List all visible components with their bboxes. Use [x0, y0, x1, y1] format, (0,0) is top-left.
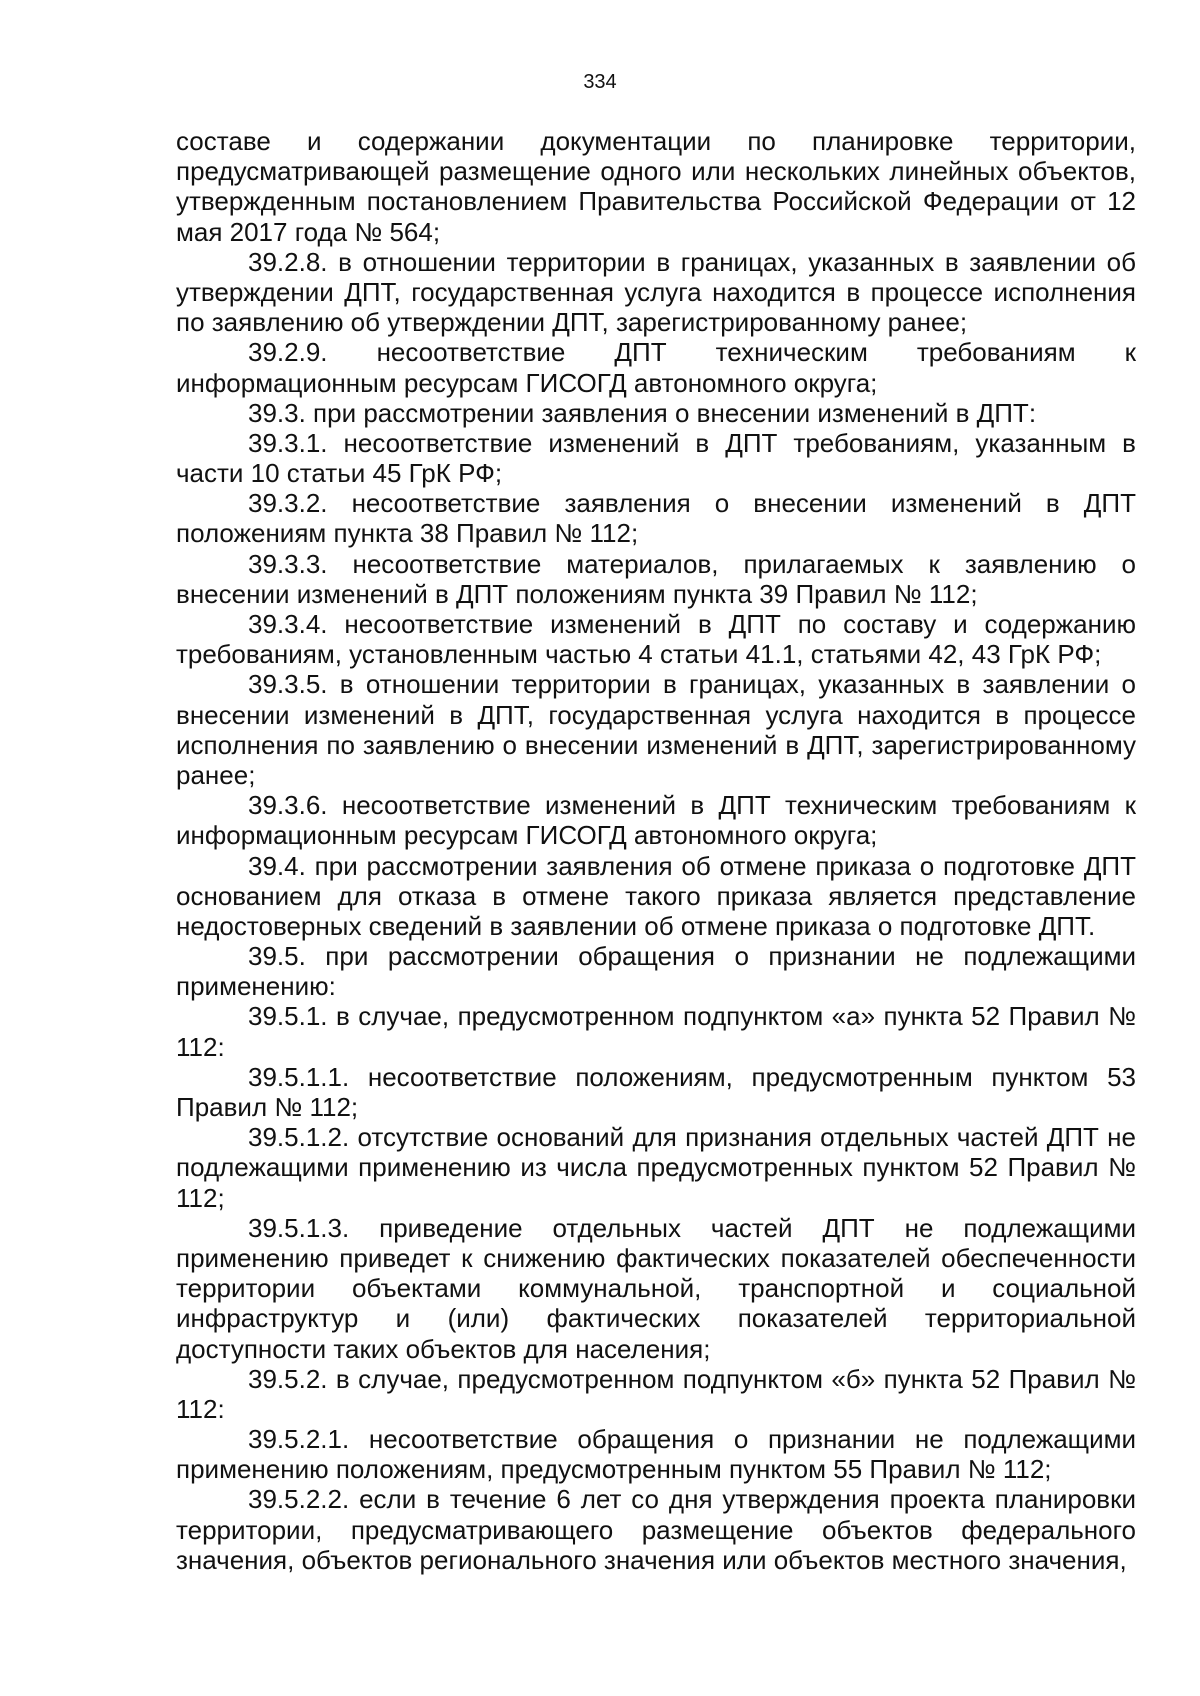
text-line: 39.5.1. в случае, предусмотренном подпунктом «а» пункта 52 Правил №: [248, 1001, 1136, 1032]
text-line: внесении изменений в ДПТ, государственная услуга находится в процессе: [176, 699, 1136, 730]
text-line: 39.5.2. в случае, предусмотренном подпунктом «б» пункта 52 Правил №: [248, 1363, 1136, 1394]
text-line: 112;: [176, 1182, 225, 1213]
text-line: 39.3.5. в отношении территории в границах, указанных в заявлении о: [248, 669, 1136, 700]
text-line: территории, предусматривающего размещение объектов федерального: [176, 1514, 1136, 1545]
text-line: 39.5.1.1. несоответствие положениям, предусмотренным пунктом 53: [248, 1061, 1136, 1092]
text-line: 112:: [176, 1393, 225, 1424]
text-line: составе и содержании документации по планировке территории,: [176, 126, 1136, 156]
text-line: внесении изменений в ДПТ положениям пункта 39 Правил № 112;: [176, 578, 978, 609]
text-line: ранее;: [176, 759, 256, 790]
paragraph: [176, 1213, 1136, 1364]
text-line: недостоверных сведений в заявлении об отмене приказа о подготовке ДПТ.: [176, 910, 1096, 941]
paragraph: [176, 398, 1136, 428]
paragraph: [176, 126, 1136, 247]
text-line: части 10 статьи 45 ГрК РФ;: [176, 458, 503, 489]
text-line: основанием для отказа в отмене такого приказа является представление: [176, 880, 1136, 911]
paragraph: [176, 609, 1136, 669]
text-line: значения, объектов регионального значения или объектов местного значения,: [176, 1544, 1127, 1575]
text-line: положениям пункта 38 Правил № 112;: [176, 518, 639, 549]
text-line: 39.3. при рассмотрении заявления о внесении изменений в ДПТ:: [248, 397, 1037, 428]
page-number: 334: [583, 71, 617, 93]
document-body: [176, 126, 1136, 1575]
paragraph: [176, 1424, 1136, 1484]
text-line: 39.4. при рассмотрении заявления об отмене приказа о подготовке ДПТ: [248, 850, 1136, 881]
text-line: территории объектами коммунальной, транспортной и социальной: [176, 1273, 1136, 1304]
text-line: 39.2.9. несоответствие ДПТ техническим требованиям к: [248, 337, 1136, 368]
text-line: 39.2.8. в отношении территории в границах, указанных в заявлении об: [248, 246, 1136, 277]
text-line: 112:: [176, 1031, 225, 1062]
text-line: 39.3.4. несоответствие изменений в ДПТ по составу и содержанию: [248, 609, 1136, 639]
text-line: информационным ресурсам ГИСОГД автономного округа;: [176, 820, 878, 851]
text-line: подлежащими применению из числа предусмотренных пунктом 52 Правил №: [176, 1152, 1136, 1183]
paragraph: [176, 428, 1136, 488]
text-line: 39.5.2.1. несоответствие обращения о признании не подлежащими: [248, 1424, 1136, 1455]
text-line: 39.5. при рассмотрении обращения о признании не подлежащими: [248, 941, 1136, 972]
text-line: 39.5.1.3. приведение отдельных частей ДПТ не подлежащими: [248, 1212, 1136, 1243]
text-line: доступности таких объектов для населения;: [176, 1333, 711, 1364]
paragraph: [176, 1484, 1136, 1575]
text-line: утвержденным постановлением Правительства Российской Федерации от 12: [176, 186, 1136, 217]
text-line: Правил № 112;: [176, 1092, 359, 1122]
text-line: 39.3.6. несоответствие изменений в ДПТ техническим требованиям к: [248, 790, 1136, 821]
paragraph: [176, 247, 1136, 338]
paragraph: [176, 851, 1136, 942]
text-line: информационным ресурсам ГИСОГД автономного округа;: [176, 367, 878, 398]
text-line: применению:: [176, 971, 336, 1002]
text-line: 39.3.2. несоответствие заявления о внесении изменений в ДПТ: [248, 488, 1136, 519]
paragraph: [176, 669, 1136, 790]
paragraph: [176, 488, 1136, 548]
text-line: 39.3.1. несоответствие изменений в ДПТ требованиям, указанным в: [248, 427, 1136, 458]
text-line: 39.5.2.2. если в течение 6 лет со дня утверждения проекта планировки: [248, 1484, 1136, 1515]
text-line: применению положениям, предусмотренным пунктом 55 Правил № 112;: [176, 1454, 1052, 1485]
paragraph: [176, 941, 1136, 1001]
paragraph: [176, 1364, 1136, 1424]
text-line: требованиям, установленным частью 4 статьи 41.1, статьями 42, 43 ГрК РФ;: [176, 639, 1102, 670]
text-line: инфраструктур и (или) фактических показателей территориальной: [176, 1303, 1136, 1334]
text-line: по заявлению об утверждении ДПТ, зарегистрированному ранее;: [176, 307, 968, 338]
text-line: утверждении ДПТ, государственная услуга находится в процессе исполнения: [176, 276, 1136, 307]
paragraph: [176, 337, 1136, 397]
text-line: исполнения по заявлению о внесении изменений в ДПТ, зарегистрированному: [176, 729, 1136, 760]
paragraph: [176, 549, 1136, 609]
paragraph: [176, 1122, 1136, 1213]
text-line: применению приведет к снижению фактических показателей обеспеченности: [176, 1242, 1136, 1273]
paragraph: [176, 790, 1136, 850]
text-line: предусматривающей размещение одного или нескольких линейных объектов,: [176, 156, 1136, 187]
paragraph: [176, 1001, 1136, 1061]
text-line: 39.5.1.2. отсутствие оснований для признания отдельных частей ДПТ не: [248, 1122, 1136, 1153]
text-line: мая 2017 года № 564;: [176, 216, 441, 247]
paragraph: [176, 1062, 1136, 1122]
text-line: 39.3.3. несоответствие материалов, прилагаемых к заявлению о: [248, 548, 1136, 579]
